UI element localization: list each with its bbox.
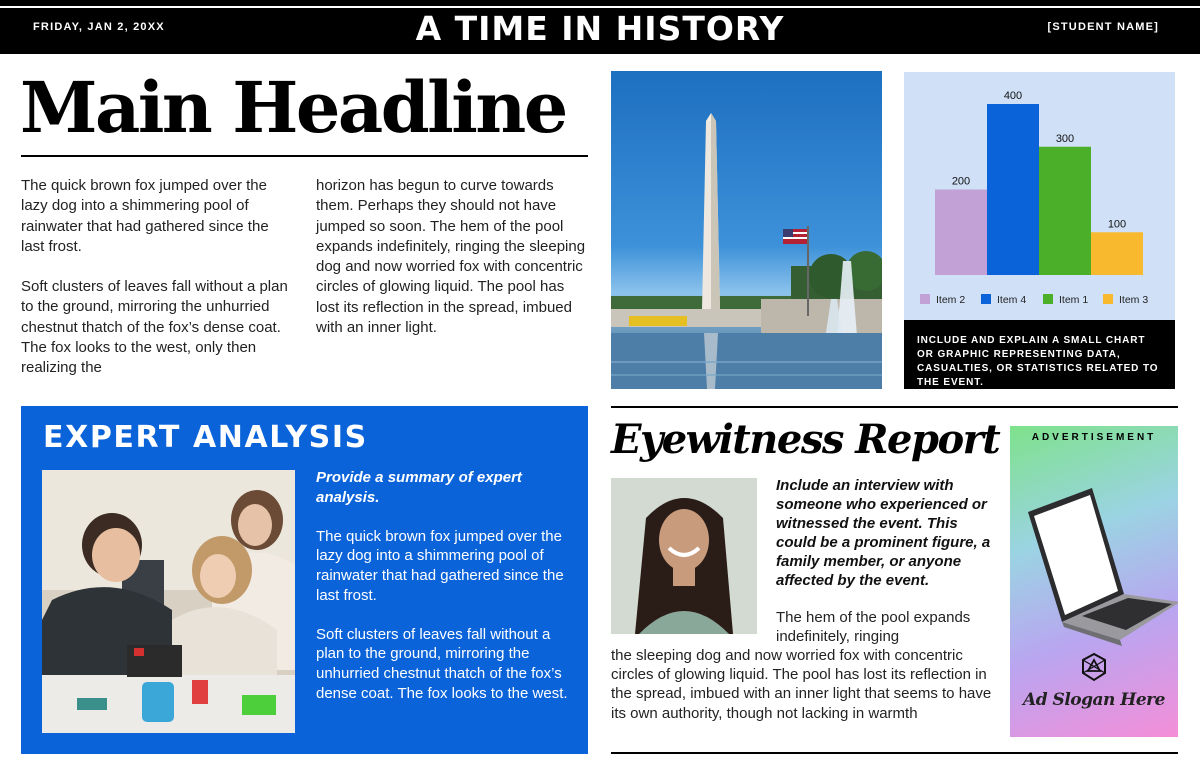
data-label: 400 [1003,90,1023,102]
legend-swatch [920,294,930,304]
main-headline: Main Headline [20,66,566,149]
masthead [0,0,1200,54]
expert-paragraph: The quick brown fox jumped over the lazy dog into a shimmering pool of rainwater that had gathered since the last frost. [316,527,564,604]
woman-portrait [611,478,757,634]
section-rule [611,752,1178,754]
eyewitness-body: The hem of the pool expands indefinitely, ringing [776,609,971,646]
expert-analysis-text [316,468,571,723]
legend-label: Item 2 [936,294,966,306]
legend-swatch [1103,294,1113,304]
eyewitness-body: the sleeping dog and now worried fox with concentric circles of glowing liquid. The pool has lost its reflection in the spread, imbued with an inner light that seems to have its own authority, though not lacking in warmth [611,647,992,722]
expert-analysis-panel [21,406,588,754]
eyewitness-photo [611,478,757,634]
story-paragraph: Soft clusters of leaves fall without a plan to the ground, mirroring the unhurried chestnut thatch of the fox’s dense coat. The fox looks to the west, only then realizing the [21,278,288,377]
ad-slogan: Ad Slogan Here [1023,690,1165,710]
chart-caption: INCLUDE AND EXPLAIN A SMALL CHART OR GRAPHIC REPRESENTING DATA, CASUALTIES, OR STATISTICS RELATED TO THE EVENT. [904,320,1175,389]
story-paragraph: horizon has begun to curve towards them. Perhaps they should not have jumped so soon. The hem of the pool expands indefinitely, ringing the sleeping dog and now worried fox with concentric circles of glowing liquid. The pool has lost its reflection in the spread, imbued with an inner light. [316,177,586,337]
data-label: 300 [1055,132,1075,145]
expert-lead: Provide a summary of expert analysis. [316,469,522,506]
legend-swatch [981,294,991,304]
bar-chart-svg [904,72,1175,320]
monument-illustration [611,71,882,389]
section-rule [611,406,1178,408]
logo-icon [1079,652,1109,682]
eyewitness-title: Eyewitness Report [611,416,1000,463]
headline-rule [21,155,588,157]
story-column-1 [21,176,296,399]
students-illustration [42,470,295,733]
masthead-title: A TIME IN HISTORY [415,9,785,48]
bar-item-4 [987,104,1039,275]
masthead-date: FRIDAY, JAN 2, 20XX [33,21,165,33]
data-label: 200 [951,175,971,188]
legend-label: Item 3 [1119,294,1149,306]
students-photo [42,470,295,733]
masthead-top-rule [0,6,1200,8]
bar-chart [904,72,1175,320]
bar-item-1 [1039,147,1091,275]
data-label: 100 [1107,218,1127,231]
ad-label: ADVERTISEMENT [1031,432,1157,443]
expert-paragraph: Soft clusters of leaves fall without a plan to the ground, mirroring the unhurried chestnut thatch of the fox’s dense coat. The fox looks to the west. [316,625,568,702]
story-column-2 [316,176,591,358]
advertisement [1010,426,1178,737]
legend-swatch [1043,294,1053,304]
student-name: [STUDENT NAME] [1047,21,1159,33]
expert-analysis-title: EXPERT ANALYSIS [43,420,368,455]
bar-item-2 [935,190,987,276]
legend-label: Item 1 [1059,294,1089,306]
legend-label: Item 4 [997,294,1027,306]
eyewitness-lead: Include an interview with someone who experienced or witnessed the event. This could be a prominent figure, a family member, or anyone affected by the event. [776,477,991,589]
story-paragraph: The quick brown fox jumped over the lazy dog into a shimmering pool of rainwater that had gathered since the last frost. [21,177,269,255]
monument-photo [611,71,882,389]
bar-item-3 [1091,232,1143,275]
